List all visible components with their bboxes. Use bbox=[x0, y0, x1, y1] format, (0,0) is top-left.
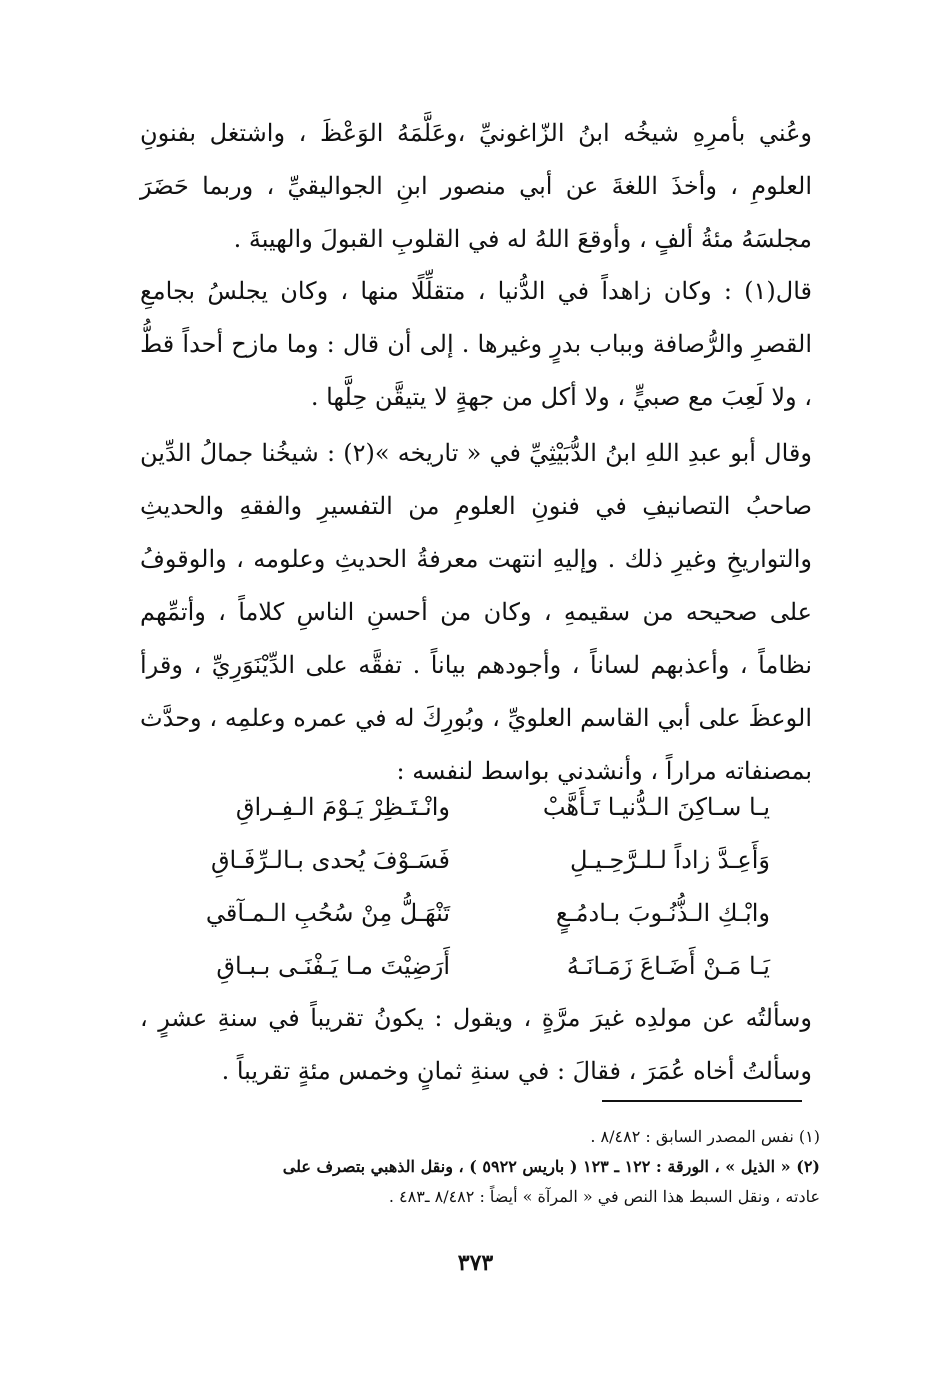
poem-verse bbox=[180, 887, 770, 940]
verse-second-hemistich: فَسَـوْفَ يُحدى بـالـرِّفَـاقِ bbox=[210, 846, 450, 874]
body-paragraph bbox=[140, 992, 812, 1098]
body-paragraph bbox=[140, 265, 812, 424]
footnote-1: (١) نفس المصدر السابق : ٨/٤٨٢ . bbox=[590, 1127, 820, 1146]
verse-first-hemistich: يـا سـاكِنَ الـدُّنيـا تَـأَهَّبْ bbox=[542, 793, 770, 821]
footnote-2: (٢) « الذيل » ، الورقة : ١٢٢ ـ ١٢٣ ( باريس ٥٩٢٢ ) ، ونقل الذهبي بتصرف على bbox=[282, 1157, 820, 1176]
poem-block bbox=[180, 781, 770, 993]
verse-second-hemistich: أَرَضِيْتَ مـا يَـفْنَـى بـبـاقِ bbox=[216, 952, 450, 980]
poem-verse bbox=[180, 940, 770, 993]
footnote-2-continued: عادته ، ونقل السبط هذا النص في « المرآة » أيضاً : ٨/٤٨٢ ـ٤٨٣ . bbox=[388, 1187, 820, 1206]
paragraph-text: وقال أبو عبدِ اللهِ ابنُ الدُّبَيْثِيِّ في « تاريخه »(٢) : شيخُنا جمالُ الدِّين صاحبُ التصانيفِ في فنونِ العلومِ من التفسيرِ والفقهِ والحديثِ والتواريخِ وغيرِ ذلك . وإليهِ انتهت معرفةُ الحديثِ وعلومه ، والوقوفُ على صحيحه من سقيمهِ ، وكان من أحسنِ الناسِ كلاماً ، وأتمِّهم نظاماً ، وأعذبهم لساناً ، وأجودهم بياناً . تفقَّه على الدِّيْنَوَرِيِّ ، وقرأ الوعظَ على أبي القاسم العلويِّ ، وبُورِكَ له في عمره وعلمِه ، وحدَّث بمصنفاته مراراً ، وأنشدني بواسط لنفسه : bbox=[140, 439, 812, 785]
verse-second-hemistich: تَنْهَـلُّ مِنْ سُحُبِ الـمـآقي bbox=[205, 899, 450, 927]
paragraph-text: وعُني بأمرِهِ شيخُه ابنُ الزّاغونيِّ ،وعَلَّمَهُ الوَعْظَ ، واشتغل بفنونِ العلومِ ، وأخذَ اللغةَ عن أبي منصور ابنِ الجواليقيِّ ، وربما حَضَرَ مجلسَهُ مئةُ ألفٍ ، وأوقعَ اللهُ له في القلوبِ القبولَ والهيبةَ . bbox=[140, 119, 812, 253]
paragraph-text: قال(١) : وكان زاهداً في الدُّنيا ، متقلِّلًا منها ، وكان يجلسُ بجامعِ القصرِ والرُّصافة وبباب بدرٍ وغيرها . إلى أن قال : وما مازح أحداً قطُّ ، ولا لَعِبَ مع صبيٍّ ، ولا أكل من جهةٍ لا يتيقَّن حِلَّها . bbox=[140, 277, 812, 411]
paragraph-text: وسألتُه عن مولدِه غيرَ مرَّةٍ ، ويقول : يكونُ تقريباً في سنةِ عشرٍ ، وسألتُ أخاه عُمَرَ ، فقالَ : في سنةِ ثمانٍ وخمس مئةٍ تقريباً . bbox=[140, 1004, 812, 1085]
footnote-divider bbox=[602, 1100, 802, 1102]
verse-first-hemistich: وابْـكِ الـذُّنُـوبَ بـادمُـعٍ bbox=[555, 899, 770, 927]
page-number: ٣٧٣ bbox=[457, 1250, 494, 1276]
verse-second-hemistich: وانْـتَـظِرْ يَـوْمَ الـفِـراقِ bbox=[235, 793, 450, 821]
footnotes bbox=[140, 1122, 820, 1212]
poem-verse bbox=[180, 781, 770, 834]
verse-first-hemistich: يَـا مَـنْ أَضَـاعَ زَمَـانَـهُ bbox=[566, 952, 770, 980]
body-paragraph bbox=[140, 107, 812, 266]
verse-first-hemistich: وَأَعِـدَّ زاداً لـلـرَّحِـيـلِ bbox=[570, 846, 770, 874]
body-paragraph bbox=[140, 427, 812, 798]
poem-verse bbox=[180, 834, 770, 887]
